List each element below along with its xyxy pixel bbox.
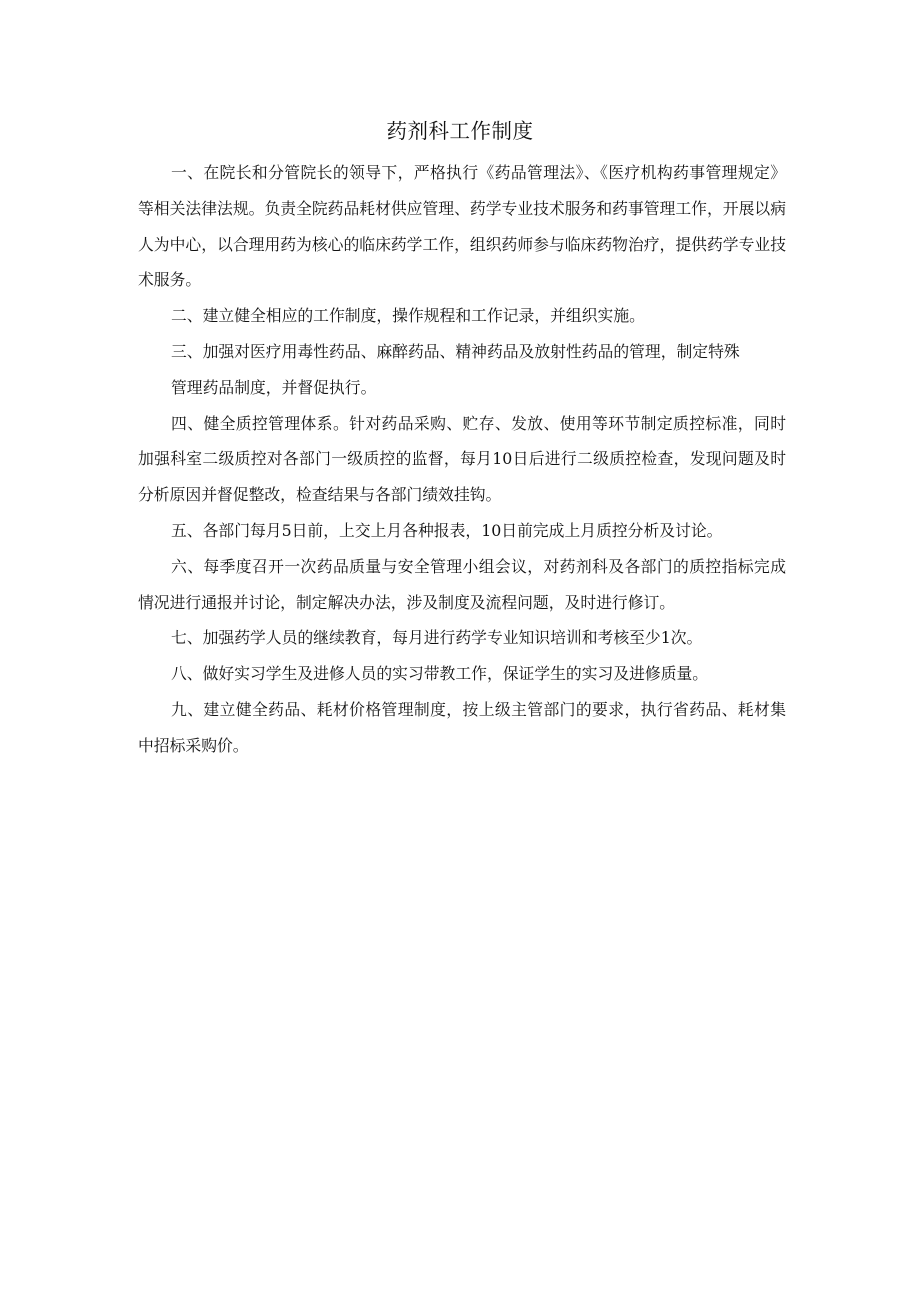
document-title: 药剂科工作制度 [386,119,534,143]
paragraph-6: 六、每季度召开一次药品质量与安全管理小组会议，对药剂科及各部门的质控指标完成情况进行通报并讨论，制定解决办法，涉及制度及流程问题，及时进行修订。 [138,556,786,612]
paragraph-2: 二、建立健全相应的工作制度，操作规程和工作记录，并组织实施。 [171,306,645,326]
paragraph-3-line-1: 三、加强对医疗用毒性药品、麻醉药品、精神药品及放射性药品的管理，制定特殊 [171,341,740,361]
paragraph-5: 五、各部门每月5日前，上交上月各种报表，10日前完成上月质控分析及讨论。 [171,520,723,540]
document-body [138,155,786,764]
paragraph-4: 四、健全质控管理体系。针对药品采购、贮存、发放、使用等环节制定质控标准，同时加强科室二级质控对各部门一级质控的监督，每月10日后进行二级质控检查，发现问题及时分析原因并督促整改，检查结果与各部门绩效挂钩。 [138,413,786,505]
paragraph-9: 九、建立健全药品、耗材价格管理制度，按上级主管部门的要求，执行省药品、耗材集中招标采购价。 [138,699,786,755]
paragraph-1: 一、在院长和分管院长的领导下，严格执行《药品管理法》、《医疗机构药事管理规定》等相关法律法规。负责全院药品耗材供应管理、药学专业技术服务和药事管理工作，开展以病人为中心，以合理用药为核心的临床药学工作，组织药师参与临床药物治疗，提供药学专业技术服务。 [138,163,786,290]
paragraph-7: 七、加强药学人员的继续教育，每月进行药学专业知识培训和考核至少1次。 [171,628,703,648]
paragraph-8: 八、做好实习学生及进修人员的实习带教工作，保证学生的实习及进修质量。 [171,664,709,684]
paragraph-3-line-2: 管理药品制度，并督促执行。 [171,377,377,397]
